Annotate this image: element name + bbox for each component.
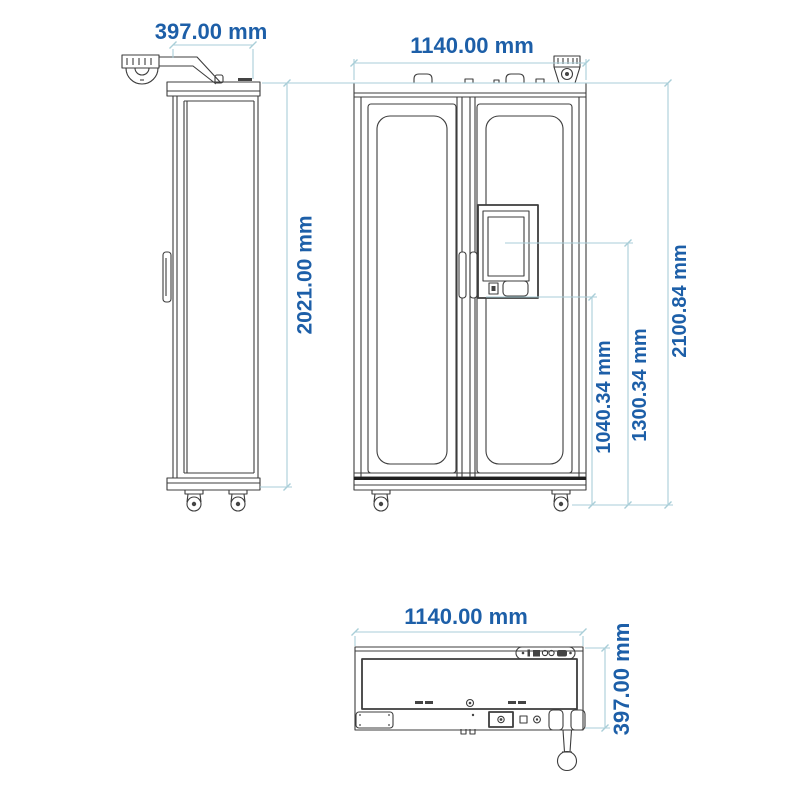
dim-label-panel-bottom-height: 1040.34 mm xyxy=(593,340,615,454)
dim-side-depth-line xyxy=(170,42,257,80)
dim-label-side-height: 2021.00 mm xyxy=(293,215,317,335)
top-io-pill xyxy=(516,647,575,659)
side-dome-camera-icon xyxy=(126,68,158,84)
dim-label-overall-height: 2100.84 mm xyxy=(669,244,691,358)
front-left-door-window xyxy=(368,104,456,473)
front-camera-icon xyxy=(554,56,580,83)
dim-label-top-width: 1140.00 mm xyxy=(404,604,528,629)
dim-label-screen-center-height: 1300.34 mm xyxy=(629,328,651,442)
top-camera-arm xyxy=(549,710,585,771)
side-view xyxy=(122,55,260,511)
top-view xyxy=(355,647,585,771)
side-door-handle xyxy=(163,252,171,302)
front-control-panel xyxy=(478,205,538,298)
top-connector-panel xyxy=(461,712,540,734)
top-vent-slots xyxy=(415,700,526,707)
dim-label-side-depth: 397.00 mm xyxy=(154,19,268,44)
front-casters xyxy=(372,490,570,511)
side-casters xyxy=(185,490,247,511)
front-door-handles xyxy=(459,252,477,298)
front-lifting-eyes xyxy=(410,74,544,83)
side-cabinet-body xyxy=(167,75,260,490)
dim-top-depth-line xyxy=(585,645,610,732)
side-camera-arm xyxy=(122,55,221,84)
dim-top-width-line xyxy=(352,629,587,647)
dim-label-front-width: 1140.00 mm xyxy=(410,33,534,58)
dim-label-top-depth: 397.00 mm xyxy=(609,622,634,736)
dim-panel-bottom-line xyxy=(486,294,597,509)
dim-side-height-line xyxy=(260,80,292,491)
front-view xyxy=(354,56,586,511)
top-dome-camera-icon xyxy=(558,752,577,771)
top-left-bracket xyxy=(356,712,393,728)
